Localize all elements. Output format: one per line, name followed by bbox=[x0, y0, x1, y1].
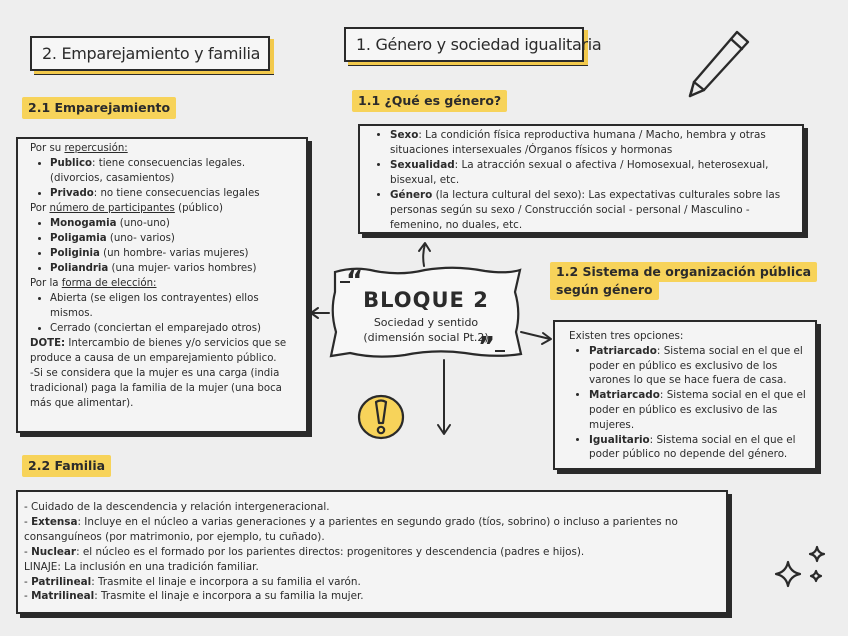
term-patriarcado: Patriarcado bbox=[589, 344, 657, 357]
term-monogamia: Monogamia bbox=[50, 218, 117, 229]
familia-nuclear bbox=[24, 545, 720, 560]
dash: - bbox=[24, 545, 32, 558]
list-item bbox=[589, 433, 807, 463]
list-item bbox=[589, 388, 807, 432]
text-extensa: : Incluye en el núcleo a varias generaciones y a parientes en segundo grado (tíos, sobrino) o incluso a parientes no consanguíneos (por matrimonio, por ejemplo, tu cuñado). bbox=[24, 515, 678, 543]
familia-extensa bbox=[24, 515, 720, 545]
familia-linaje: LINAJE: La inclusión en una tradición familiar. bbox=[24, 560, 259, 573]
text-patrilineal: : Trasmite el linaje e incorpora a su familia el varón. bbox=[91, 575, 361, 588]
term-extensa: Extensa bbox=[31, 515, 78, 528]
sistema-box bbox=[553, 320, 817, 470]
term-nuclear: Nuclear bbox=[31, 545, 77, 558]
center-subtitle1: Sociedad y sentido bbox=[373, 316, 479, 329]
term-poliandria: Poliandria bbox=[50, 263, 109, 274]
term-sexualidad: Sexualidad bbox=[390, 159, 455, 171]
title-genero-text: 1. Género y sociedad igualitaria bbox=[356, 35, 602, 54]
text-dote: Intercambio de bienes y/o servicios que se produce a causa de un emparejamiento público. bbox=[30, 338, 287, 364]
familia-patrilineal bbox=[24, 575, 720, 590]
familia-line1: - Cuidado de la descendencia y relación intergeneracional. bbox=[24, 501, 330, 513]
term-igualitario: Igualitario bbox=[589, 433, 650, 446]
text-igualitario: : Sistema social en el que el poder público no depende del género. bbox=[589, 433, 796, 461]
repercusion-label: repercusión: bbox=[64, 143, 128, 154]
dash: - bbox=[24, 515, 32, 528]
familia-matrilineal bbox=[24, 589, 720, 604]
list-item: • Abierta (se eligen los contrayentes) ellos mismos. bbox=[50, 291, 298, 321]
term-matrilineal: Matrilineal bbox=[31, 590, 95, 603]
term-dote: DOTE: bbox=[30, 338, 66, 349]
center-quote-open: “ bbox=[346, 266, 363, 296]
text-monogamia: (uno-uno) bbox=[116, 218, 170, 229]
text-sexualidad: : La atracción sexual o afectiva / Homosexual, heterosexual, bisexual, etc. bbox=[390, 159, 769, 186]
familia-box bbox=[16, 490, 728, 614]
text-poligamia: (uno- varios) bbox=[106, 233, 175, 244]
title-emparejamiento-text: 2. Emparejamiento y familia bbox=[42, 44, 261, 63]
center-subtitle2: (dimensión social Pt.2) bbox=[363, 331, 489, 344]
term-genero: Género bbox=[390, 189, 433, 201]
sparkles-icon bbox=[772, 542, 832, 592]
list-item bbox=[589, 344, 807, 388]
sistema-intro: Existen tres opciones: bbox=[569, 330, 684, 342]
text-matriarcado: : Sistema social en el que el poder en público es exclusivo de las mujeres. bbox=[589, 389, 806, 431]
text-publico: : tiene consecuencias legales. (divorcios, casamientos) bbox=[50, 158, 246, 184]
sistema-list bbox=[569, 344, 807, 462]
term-privado: Privado bbox=[50, 188, 94, 199]
dash: - bbox=[24, 590, 32, 603]
term-publico: Publico bbox=[50, 158, 93, 169]
term-matriarcado: Matriarcado bbox=[589, 389, 660, 402]
heading-2-1-text: 2.1 Emparejamiento bbox=[28, 100, 171, 115]
heading-1-1-text: 1.1 ¿Qué es género? bbox=[358, 93, 502, 108]
dash: - bbox=[24, 575, 32, 588]
forma-label: forma de elección: bbox=[61, 278, 157, 289]
por-su-text: Por su bbox=[30, 143, 65, 154]
heading-2-2-text: 2.2 Familia bbox=[28, 458, 106, 473]
publico-text: (público) bbox=[174, 203, 223, 214]
term-patrilineal: Patrilineal bbox=[31, 575, 92, 588]
center-quote-close: ” bbox=[478, 332, 495, 362]
text-sexo: : La condición física reproductiva humana / Macho, hembra y otras situaciones intersexuales /Órganos físicos y hormonas bbox=[390, 129, 766, 156]
list-item: • Cerrado (conciertan el emparejado otros) bbox=[50, 321, 298, 336]
text-matrilineal: : Trasmite el linaje e incorpora a su familia la mujer. bbox=[94, 590, 364, 603]
por-la-text: Por la bbox=[30, 278, 62, 289]
text-privado: : no tiene consecuencias legales bbox=[93, 188, 260, 199]
por-text: Por bbox=[30, 203, 50, 214]
center-title: BLOQUE 2 bbox=[363, 288, 489, 312]
exclamation-icon bbox=[354, 392, 408, 442]
text-patriarcado: : Sistema social en el que el poder en público es exclusivo de los varones lo que se hace fuera de casa. bbox=[589, 344, 803, 387]
text-nuclear: : el núcleo es el formado por los parientes directos: progenitores y descendencia (padres e hijos). bbox=[76, 545, 585, 558]
numero-label: número de participantes bbox=[49, 203, 175, 214]
term-sexo: Sexo bbox=[390, 129, 419, 141]
term-poliginia: Poliginia bbox=[50, 248, 100, 259]
heading-1-2-line2: según género bbox=[556, 282, 653, 297]
text-poliginia: (un hombre- varias mujeres) bbox=[99, 248, 249, 259]
nota-line: -Si se considera que la mujer es una carga (india tradicional) paga la familia de la mujer (una boca más que alimentar). bbox=[30, 368, 282, 409]
heading-1-2-line1: 1.2 Sistema de organización pública bbox=[556, 264, 812, 279]
text-poliandria: (una mujer- varios hombres) bbox=[108, 263, 257, 274]
text-genero: (la lectura cultural del sexo): Las expectativas culturales sobre las personas según su sexo / Construcción social - personal / Masculino - femenino, no duales, etc. bbox=[390, 189, 781, 231]
term-poligamia: Poligamia bbox=[50, 233, 107, 244]
